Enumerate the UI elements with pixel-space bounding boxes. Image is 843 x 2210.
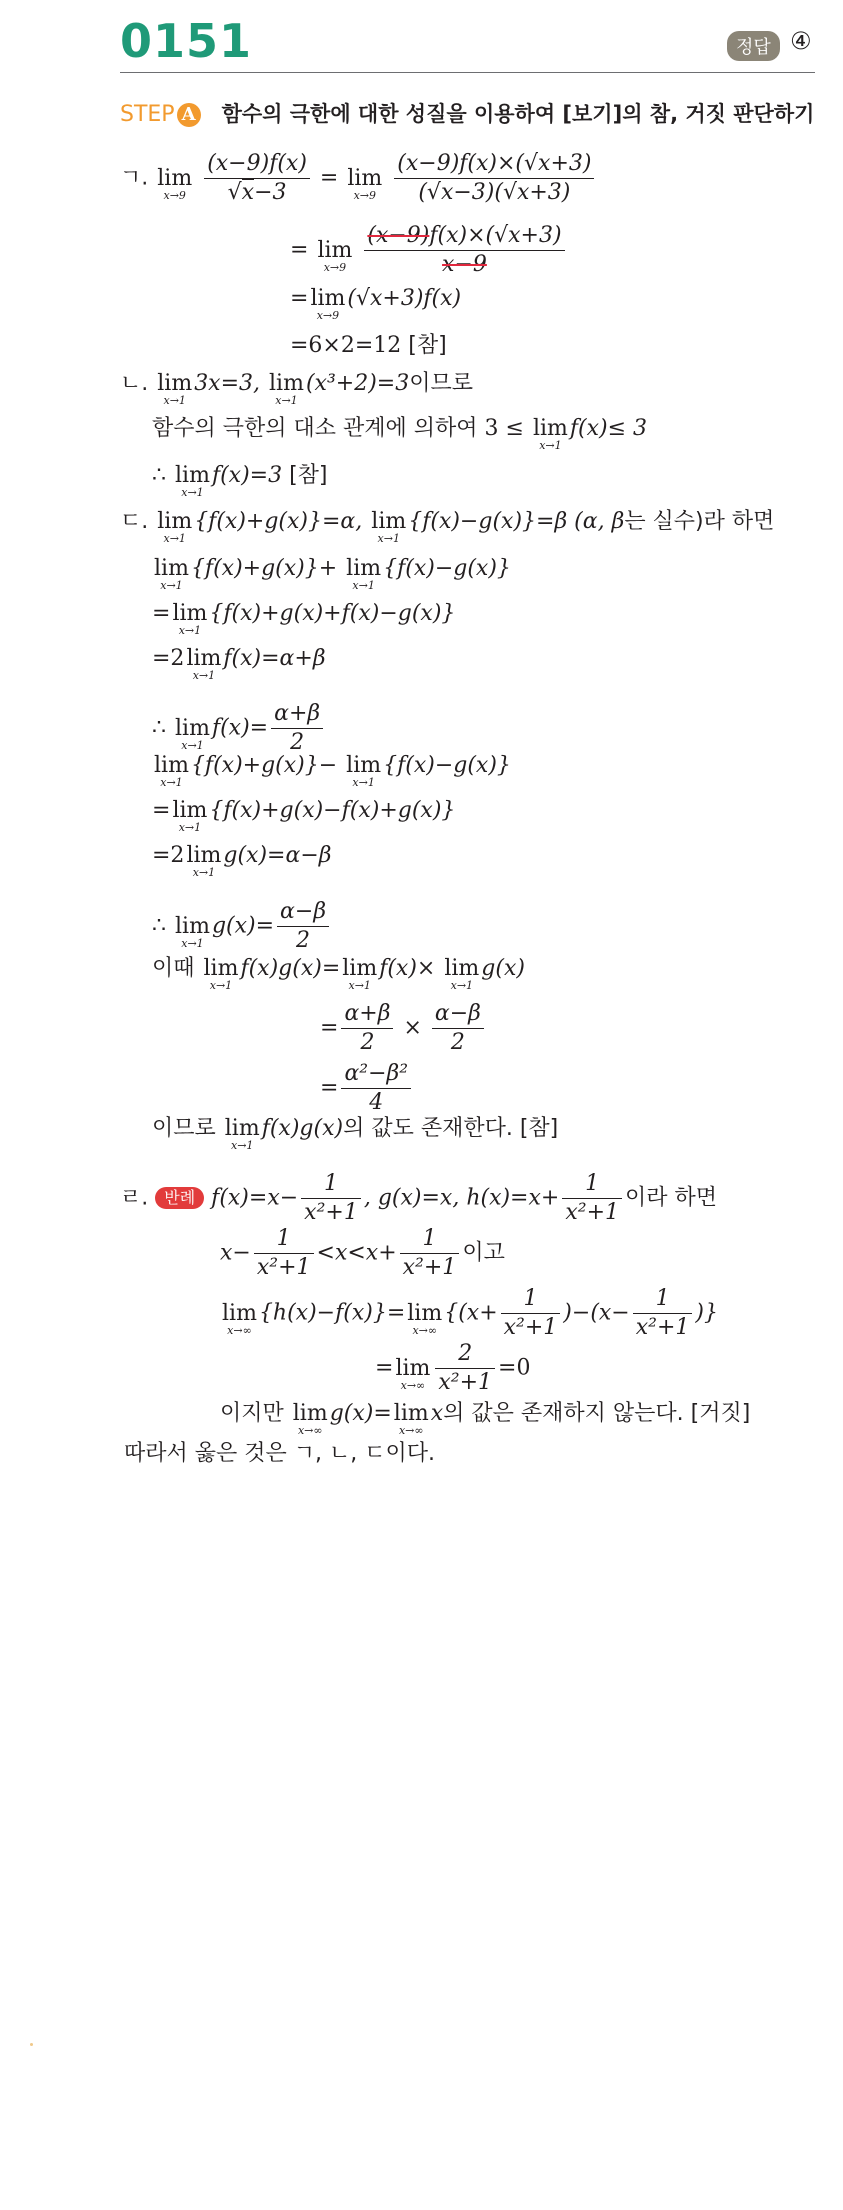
limit-operator: lim x→1 [157, 371, 193, 407]
limit-operator: lim x→1 [532, 416, 568, 452]
limit-operator: lim x→1 [371, 509, 407, 545]
fraction: $\frac{\text{α²−β²}}{4}$ [341, 1060, 411, 1117]
rieul-marker: ㄹ. [120, 1185, 149, 1211]
limit-operator: lim x→1 [157, 509, 193, 545]
giyeok-line-1: ㄱ. lim x→9 $\frac{(x-9)f(x)}{√x-3}$ = lim x→9 $\frac{(x-9)f(x)\times(√x+3)}{(√x-3)(√x+3)}$ [120, 150, 597, 207]
limit-operator: lim x→9 [317, 237, 353, 274]
digeut-line-3: = lim x→1 {f(x)+g(x)+f(x)−g(x)} [152, 601, 456, 637]
header-divider [120, 72, 815, 73]
digeut-line-4: =2 lim x→1 f(x)=α+β [152, 646, 326, 682]
digeut-line-7: = lim x→1 {f(x)+g(x)−f(x)+g(x)} [152, 798, 456, 834]
limit-operator: lim x→∞ [395, 1355, 431, 1392]
counterexample-badge: 반례 [155, 1187, 204, 1209]
fraction: $\frac{\alpha-\beta}{2}$ [277, 898, 329, 955]
digeut-line-8: =2 lim x→1 g(x)=α−β [152, 843, 332, 879]
fraction: $\frac{2}{\text{x²+1}}$ [435, 1340, 495, 1397]
limit-operator: lim x→1 [444, 956, 480, 992]
digeut-line-12: = $\frac{\text{α²−β²}}{4}$ [320, 1060, 414, 1117]
limit-operator: lim x→1 [224, 1116, 260, 1152]
fraction: $\frac{(x-9)f(x)\times(√x+3)}{(√x-3)(√x+3)}$ [394, 150, 594, 207]
answer-value: ④ [790, 27, 812, 55]
limit-operator: lim x→∞ [222, 1300, 257, 1337]
nieun-marker: ㄴ. [120, 371, 149, 396]
fraction: $\frac{(x-9)f(x)}{√x-3}$ [204, 150, 310, 207]
digeut-line-9: ∴ lim x→1 g(x)= $\frac{\alpha-\beta}{2}$ [152, 898, 332, 955]
fraction: $\frac{\alpha+\beta}{2}$ [341, 1000, 393, 1057]
fraction: $\frac{1}{\text{x²+1}}$ [562, 1170, 622, 1227]
step-label: STEP [120, 102, 175, 127]
rieul-line-1: ㄹ. 반례 f(x)=x− $\frac{1}{\text{x²+1}}$ , g(x)=x, h(x)=x+ $\frac{1}{\text{x²+1}}$ 이라 하면 [120, 1171, 718, 1225]
fraction: $\frac{1}{\text{x²+1}}$ [501, 1285, 561, 1342]
rieul-line-2: x− $\frac{1}{\text{x²+1}}$ <x<x+ $\frac{1}{\text{x²+1}}$ 이고 [220, 1226, 505, 1280]
digeut-line-11: = $\frac{\alpha+\beta}{2}$ × $\frac{\alpha-\beta}{2}$ [320, 1000, 487, 1057]
limit-operator: lim x→∞ [407, 1300, 443, 1337]
limit-operator: lim x→1 [342, 956, 378, 992]
limit-operator: lim x→1 [175, 913, 210, 950]
rieul-line-5: 이지만 lim x→∞ g(x)= lim x→∞ x의 값은 존재하지 않는다. [거짓] [220, 1401, 751, 1437]
limit-operator: lim x→∞ [292, 1401, 328, 1437]
giyeok-marker: ㄱ. [120, 165, 149, 191]
nieun-line-2: 함수의 극한의 대소 관계에 의하여 3 ≤ lim x→1 f(x)≤ 3 [152, 416, 648, 452]
digeut-line-13: 이므로 lim x→1 f(x)g(x)의 값도 존재한다. [참] [152, 1116, 559, 1152]
rieul-line-3: lim x→∞ {h(x)−f(x)}= lim x→∞ {(x+ $\frac{1}{\text{x²+1}}$ )−(x− $\frac{1}{\text{x²+1}}$ )} [222, 1286, 719, 1340]
fraction: $\frac{1}{\text{x²+1}}$ [301, 1170, 361, 1227]
giyeok-line-3: = lim x→9 (√x+3)f(x) [290, 286, 462, 322]
limit-operator: lim x→1 [154, 556, 189, 592]
nieun-line-1: ㄴ. lim x→1 3x=3, lim x→1 (x³+2)=3이므로 [120, 371, 473, 407]
digeut-marker: ㄷ. [120, 509, 149, 534]
limit-operator: lim x→1 [175, 715, 210, 752]
limit-operator: lim x→1 [346, 753, 382, 789]
step-title: 함수의 극한에 대한 성질을 이용하여 [보기]의 참, 거짓 판단하기 [221, 102, 815, 126]
limit-operator: lim x→1 [203, 956, 239, 992]
fraction: $\frac{(x-9)f(x)\times(√x+3)}{x-9}$ [364, 222, 564, 279]
digeut-line-10: 이때 lim x→1 f(x)g(x)= lim x→1 f(x)× lim x→1 g(x) [152, 956, 525, 992]
limit-operator: lim x→1 [172, 601, 208, 637]
problem-number: 0151 [120, 14, 253, 68]
limit-operator: lim x→∞ [393, 1401, 429, 1437]
digeut-line-2: lim x→1 {f(x)+g(x)}+ lim x→1 {f(x)−g(x)} [154, 556, 511, 592]
limit-operator: lim x→1 [186, 843, 222, 879]
giyeok-line-2: = lim x→9 $\frac{(x-9)f(x)\times(√x+3)}{x-9}$ [290, 222, 568, 279]
limit-operator: lim x→1 [186, 646, 222, 682]
fraction: $\frac{1}{\text{x²+1}}$ [633, 1285, 693, 1342]
limit-operator: lim x→1 [154, 753, 189, 789]
conclusion: 따라서 옳은 것은 ㄱ, ㄴ, ㄷ이다. [124, 1441, 435, 1466]
giyeok-line-4: =6×2=12 [참] [290, 333, 447, 358]
rieul-line-4: = lim x→∞ $\frac{2}{\text{x²+1}}$ =0 [375, 1341, 531, 1395]
answer-badge: 정답 [727, 31, 780, 61]
digeut-line-1: ㄷ. lim x→1 {f(x)+g(x)}=α, lim x→1 {f(x)−g(x)}=β (α, β는 실수)라 하면 [120, 509, 775, 545]
nieun-line-3: ∴ lim x→1 f(x)=3 [참] [152, 463, 328, 499]
fraction: $\frac{1}{\text{x²+1}}$ [254, 1225, 314, 1282]
digeut-line-5: ∴ lim x→1 f(x)= $\frac{\alpha+\beta}{2}$ [152, 700, 326, 757]
limit-operator: lim x→1 [346, 556, 382, 592]
step-letter-badge: A [177, 103, 201, 127]
digeut-line-6: lim x→1 {f(x)+g(x)}− lim x→1 {f(x)−g(x)} [154, 753, 511, 789]
limit-operator: lim x→1 [172, 798, 208, 834]
limit-operator: lim x→1 [175, 463, 210, 499]
limit-operator: lim x→9 [157, 165, 193, 202]
step-heading [120, 100, 814, 129]
fraction: $\frac{1}{\text{x²+1}}$ [400, 1225, 460, 1282]
limit-operator: lim x→9 [347, 165, 383, 202]
fraction: $\frac{\alpha-\beta}{2}$ [432, 1000, 484, 1057]
limit-operator: lim x→9 [310, 286, 346, 322]
limit-operator: lim x→1 [269, 371, 304, 407]
decorative-dot [30, 2043, 33, 2046]
fraction: $\frac{\alpha+\beta}{2}$ [271, 700, 323, 757]
